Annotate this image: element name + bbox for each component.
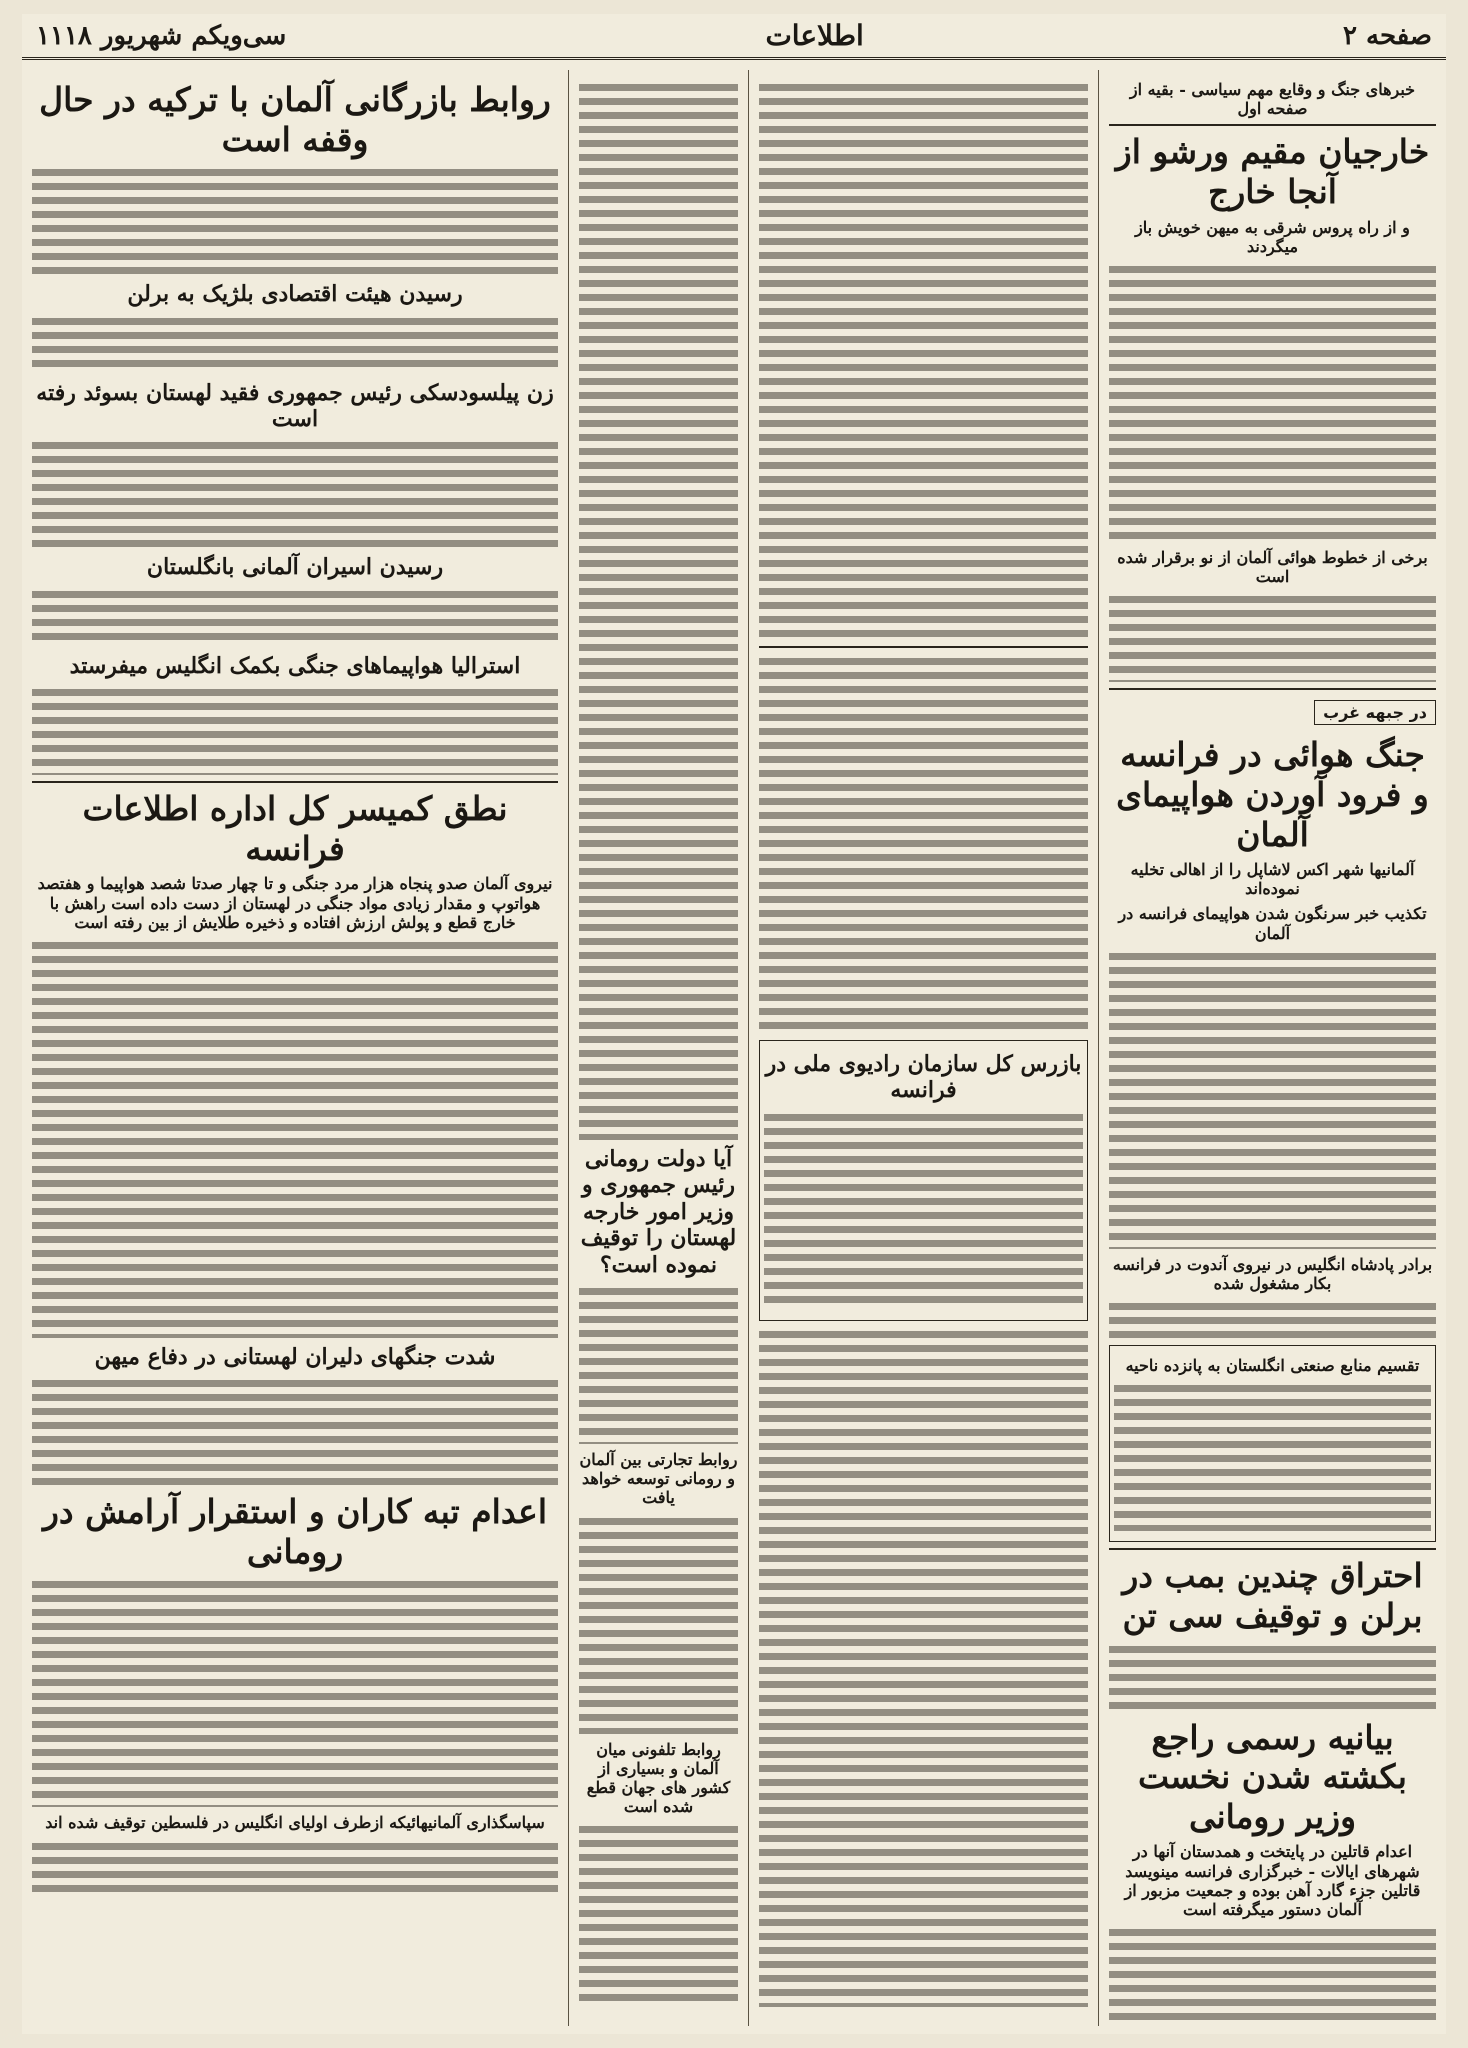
article-body bbox=[1109, 949, 1436, 1249]
headline-foreigners-warsaw: خارجیان مقیم ورشو از آنجا خارج bbox=[1115, 132, 1430, 211]
masthead bbox=[22, 14, 1446, 60]
headline-industry-regions: تقسیم منابع صنعتی انگلستان به پانزده ناحیه bbox=[1125, 1356, 1420, 1376]
article-body bbox=[32, 685, 558, 775]
article-body bbox=[32, 1839, 558, 1899]
article-body bbox=[579, 80, 738, 1140]
headline-trade-relations: روابط تجارتی بین آلمان و رومانی توسعه خواهد یافت bbox=[579, 1449, 738, 1508]
headline-romania-president: آیا دولت رومانی رئیس جمهوری و وزیر امور خارجه لهستان را توقیف نموده است؟ bbox=[580, 1146, 737, 1278]
subhead-french-commissioner: نیروی آلمان صدو پنجاه هزار مرد جنگی و تا چهار صدتا شصد هواپیما و هفتصد هواتوپ و مقدار زیادی مواد جنگی در لهستان از دست داده است راهش با خارج قطع و پولش ارزش افتاده و ذخیره طلایش از بین رفته است bbox=[37, 874, 553, 932]
article-body bbox=[759, 654, 1088, 1034]
article-body bbox=[32, 165, 558, 275]
headline-polish-defense: شدت جنگهای دلیران لهستانی در دفاع میهن bbox=[94, 1343, 496, 1370]
article-body bbox=[32, 938, 558, 1338]
article-body bbox=[32, 438, 558, 548]
headline-french-commissioner: نطق کمیسر کل اداره اطلاعات فرانسه bbox=[82, 789, 508, 868]
article-body bbox=[1109, 592, 1436, 682]
headline-air-war-france: جنگ هوائی در فرانسه و فرود آوردن هواپیمای آلمان bbox=[1116, 735, 1429, 854]
headline-germany-turkey-trade: روابط بازرگانی آلمان با ترکیه در حال وقفه است bbox=[39, 80, 551, 159]
article-body bbox=[1109, 1642, 1436, 1712]
article-body bbox=[1114, 1381, 1431, 1531]
headline-romania-executions: اعدام تبه کاران و استقرار آرامش در رومانی bbox=[42, 1492, 548, 1571]
subhead-foreigners-warsaw: و از راه پروس شرقی به میهن خویش باز میگردند bbox=[1135, 217, 1410, 256]
headline-air-routes: برخی از خطوط هوائی آلمان از نو برقرار شده است bbox=[1117, 547, 1428, 587]
divider bbox=[1109, 124, 1436, 126]
headline-palestine-germans: سپاسگذاری آلمانیهائیکه ازطرف اولیای انگلیس در فلسطین توقیف شده اند bbox=[45, 1813, 545, 1833]
divider bbox=[32, 781, 558, 783]
article-body bbox=[579, 1514, 738, 1734]
headline-king-brother: برادر پادشاه انگلیس در نیروی آندوت در فرانسه بکار مشغول شده bbox=[1112, 1254, 1433, 1294]
article-body bbox=[759, 1327, 1088, 2007]
newspaper-page bbox=[22, 14, 1446, 2034]
subhead-aachen: آلمانیها شهر اکس لاشاپل را از اهالی تخلیه نموده‌اند bbox=[1130, 860, 1415, 899]
article-body bbox=[1109, 1925, 1436, 2026]
article-body bbox=[32, 1577, 558, 1807]
headline-prisoners-england: رسیدن اسیران آلمانی بانگلستان bbox=[146, 554, 444, 581]
radio-box bbox=[759, 1040, 1088, 1321]
headline-radio-inspector: بازرس کل سازمان رادیوی ملی در فرانسه bbox=[765, 1051, 1082, 1104]
column-1 bbox=[1098, 70, 1446, 2026]
issue-date: سی‌ویکم شهریور ۱۱۱۸ bbox=[36, 20, 287, 51]
article-body bbox=[579, 1284, 738, 1444]
column-2 bbox=[748, 70, 1098, 2026]
headline-romania-statement: بیانیه رسمی راجع بکشته شدن نخست وزیر رومانی bbox=[1137, 1717, 1407, 1836]
column-3 bbox=[568, 70, 748, 2026]
headline-bombs-berlin: احتراق چندین بمب در برلن و توقیف سی تن bbox=[1122, 1556, 1423, 1635]
industry-box bbox=[1109, 1345, 1436, 1542]
section-header: خبرهای جنگ و وقایع مهم سیاسی - بقیه از صفحه اول bbox=[1129, 80, 1416, 119]
article-body bbox=[32, 1376, 558, 1486]
divider bbox=[1109, 1548, 1436, 1550]
article-body bbox=[32, 314, 558, 374]
subhead-romania-statement: اعدام قاتلین در پایتخت و همدستان آنها در شهرهای ایالات - خبرگزاری فرانسه مینویسد قاتلین جزء گارد آهن بوده و جمعیت مزبور از آلمان دستور میگرفته است bbox=[1124, 1842, 1421, 1919]
divider bbox=[1109, 688, 1436, 690]
column-4 bbox=[22, 70, 568, 2026]
headline-telephone-links: روابط تلفونی میان آلمان و بسیاری از کشور های جهان قطع شده است bbox=[586, 1739, 731, 1817]
headline-australia-planes: استرالیا هواپیماهای جنگی بکمک انگلیس میفرستد bbox=[69, 652, 521, 679]
article-body bbox=[32, 587, 558, 647]
western-front-tag: در جبهه غرب bbox=[1314, 700, 1436, 725]
headline-belgian-delegation: رسیدن هیئت اقتصادی بلژیک به برلن bbox=[127, 281, 463, 308]
article-body bbox=[579, 1822, 738, 2002]
article-body bbox=[1109, 1299, 1436, 1339]
headline-pilsudski-wife: زن پیلسودسکی رئیس جمهوری فقید لهستان بسوئد رفته است bbox=[36, 379, 554, 432]
article-body bbox=[1109, 262, 1436, 542]
article-body bbox=[764, 1110, 1083, 1310]
divider bbox=[759, 646, 1088, 648]
subhead-denial: تکذیب خبر سرنگون شدن هواپیمای فرانسه در آلمان bbox=[1118, 904, 1427, 943]
page-label: صفحه ۲ bbox=[1343, 20, 1432, 51]
newspaper-name: اطلاعات bbox=[765, 19, 864, 52]
article-body bbox=[759, 80, 1088, 640]
